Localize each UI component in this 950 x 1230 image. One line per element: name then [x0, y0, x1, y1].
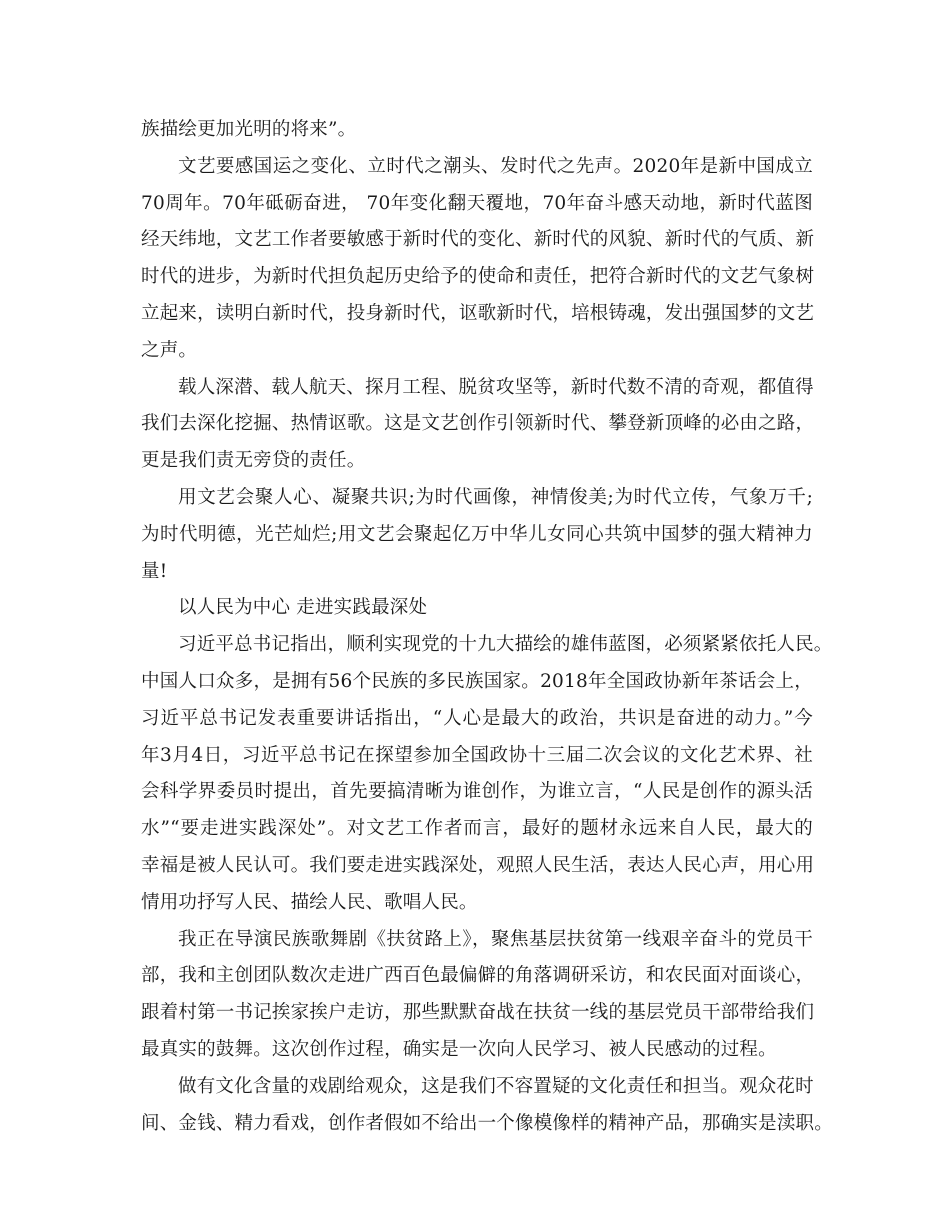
text-line: 量!	[141, 560, 168, 582]
text-line: 间、金钱、精力看戏，创作者假如不给出一个像模像样的精神产品，那确实是渎职。	[141, 1112, 833, 1134]
text-line: 70周年。70年砥砺奋进， 70年变化翻天覆地，70年奋斗感天动地，新时代蓝图	[141, 192, 813, 214]
text-line: 做有文化含量的戏剧给观众，这是我们不容置疑的文化责任和担当。观众花时	[178, 1075, 814, 1097]
text-line: 文艺要感国运之变化、立时代之潮头、发时代之先声。2020年是新中国成立	[178, 155, 813, 177]
text-line: 幸福是被人民认可。我们要走进实践深处，观照人民生活，表达人民心声，用心用	[141, 854, 815, 876]
text-line: 情用功抒写人民、描绘人民、歌唱人民。	[141, 891, 478, 913]
text-line: 年3月4日，习近平总书记在探望参加全国政协十三届二次会议的文化艺术界、社	[141, 744, 813, 766]
text-line: 族描绘更加光明的将来”。	[141, 119, 357, 140]
document-body	[141, 112, 833, 1142]
text-line: 为时代明德，光芒灿烂;用文艺会聚起亿万中华儿女同心共筑中国梦的强大精神力	[141, 523, 813, 545]
text-line: 习近平总书记指出，顺利实现党的十九大描绘的雄伟蓝图，必须紧紧依托人民。	[178, 634, 833, 656]
text-line: 立起来，读明白新时代，投身新时代，讴歌新时代，培根铸魂，发出强国梦的文艺	[141, 302, 815, 324]
text-line: 部，我和主创团队数次走进广西百色最偏僻的角落调研采访，和农民面对面谈心，	[141, 965, 815, 987]
text-line: 水”“要走进实践深处”。对文艺工作者而言，最好的题材永远来自人民，最大的	[141, 818, 813, 840]
text-line: 我正在导演民族歌舞剧《扶贫路上》，聚焦基层扶贫第一线艰辛奋斗的党员干	[178, 928, 813, 950]
text-line: 我们去深化挖掘、热情讴歌。这是文艺创作引领新时代、攀登新顶峰的必由之路，	[141, 413, 815, 435]
text-line: 最真实的鼓舞。这次创作过程，确实是一次向人民学习、被人民感动的过程。	[141, 1038, 777, 1060]
text-line: 更是我们责无旁贷的责任。	[141, 450, 366, 472]
text-line: 跟着村第一书记挨家挨户走访，那些默默奋战在扶贫一线的基层党员干部带给我们	[141, 1002, 815, 1024]
text-line: 载人深潜、载人航天、探月工程、脱贫攻坚等，新时代数不清的奇观，都值得	[178, 376, 814, 398]
text-line: 会科学界委员时提出，首先要搞清晰为谁创作，为谁立言，“人民是创作的源头活	[141, 781, 813, 803]
text-line: 之声。	[141, 339, 198, 361]
text-line: 经天纬地，文艺工作者要敏感于新时代的变化、新时代的风貌、新时代的气质、新	[141, 229, 815, 251]
text-line: 习近平总书记发表重要讲话指出，“人心是最大的政治，共识是奋进的动力。”今	[141, 707, 813, 729]
text-line: 用文艺会聚人心、凝聚共识;为时代画像，神情俊美;为时代立传，气象万千;	[178, 486, 813, 508]
text-line: 时代的进步，为新时代担负起历史给予的使命和责任，把符合新时代的文艺气象树	[141, 266, 815, 288]
text-line: 中国人口众多，是拥有56个民族的多民族国家。2018年全国政协新年茶话会上，	[141, 670, 813, 692]
text-line: 以人民为中心 走进实践最深处	[178, 597, 428, 619]
